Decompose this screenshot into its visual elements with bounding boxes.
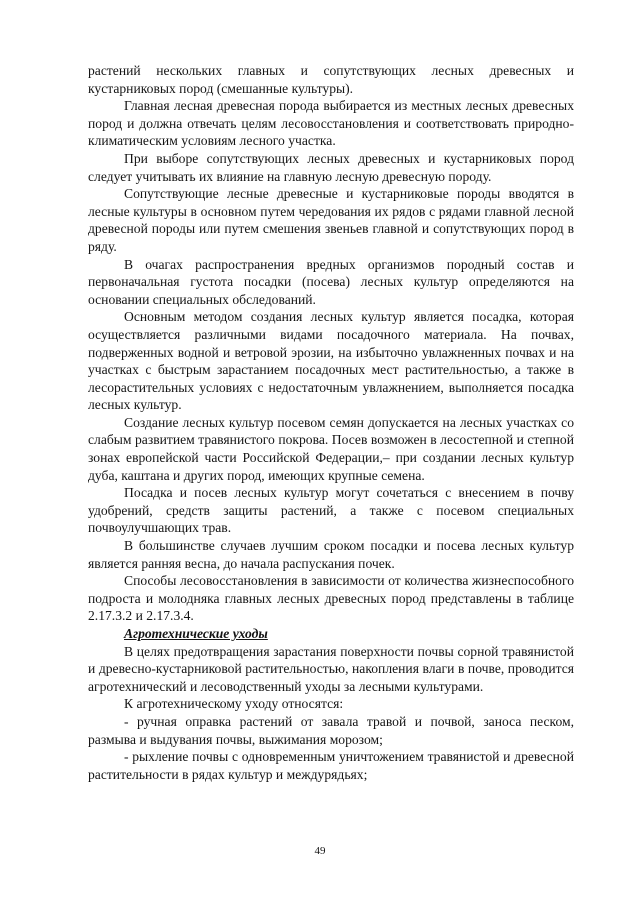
paragraph: В очагах распространения вредных организмов породный состав и первоначальная густота посадки (посева) лесных культур определяются на основании специальных обследований. <box>88 256 574 307</box>
paragraph: Посадка и посев лесных культур могут сочетаться с внесением в почву удобрений, средств защиты растений, а также с посевом специальных почвоулучшающих трав. <box>88 485 574 536</box>
paragraph: Создание лесных культур посевом семян допускается на лесных участках со слабым развитием травянистого покрова. Посев возможен в лесостепной и степной зонах европейской части Российской Федерации,– при создании лесных культур дуба, каштана и других пород, имеющих крупные семена. <box>88 414 574 483</box>
section-heading: Агротехнические уходы <box>124 626 268 641</box>
document-page <box>88 62 574 783</box>
paragraph: Сопутствующие лесные древесные и кустарниковые породы вводятся в лесные культуры в основном путем чередования их рядов с рядами главной лесной древесной породы или путем смешения звеньев главной и сопутствующих пород в ряду. <box>88 186 574 254</box>
paragraph: В целях предотвращения зарастания поверхности почвы сорной травянистой и древесно-кустарниковой растительностью, накопления влаги в почве, проводится агротехнический и лесоводственный уходы за лесными культурами. <box>88 643 574 694</box>
paragraph: Способы лесовосстановления в зависимости от количества жизнеспособного подроста и молодняка главных лесных древесных пород представлены в таблице 2.17.3.2 и 2.17.3.4. <box>88 573 574 624</box>
continuation-paragraph: растений нескольких главных и сопутствующих лесных древесных и кустарниковых пород (смешанные культуры). <box>88 63 574 96</box>
paragraph: Главная лесная древесная порода выбирается из местных лесных древесных пород и должна отвечать целям лесовосстановления и соответствовать природно-климатическим условиям лесного участка. <box>88 98 574 149</box>
paragraph: К агротехническому уходу относятся: <box>124 696 344 712</box>
page-number: 49 <box>314 845 326 857</box>
paragraph: В большинстве случаев лучшим сроком посадки и посева лесных культур является ранняя весна, до начала распускания почек. <box>88 538 574 571</box>
paragraph: Основным методом создания лесных культур является посадка, которая осуществляется различными видами посадочного материала. На почвах, подверженных водной и ветровой эрозии, на избыточно увлажненных почвах и на участках с быстрым зарастанием посадочных мест растительностью, а также в лесорастительных условиях с недостаточным увлажнением, выполняется посадка лесных культур. <box>88 309 574 413</box>
list-item: - ручная оправка растений от завала травой и почвой, заноса песком, размыва и выдувания почвы, выжимания морозом; <box>88 713 574 747</box>
list-item: - рыхление почвы с одновременным уничтожением травянистой и древесной растительности в рядах культур и междурядьях; <box>88 749 574 782</box>
paragraph: При выборе сопутствующих лесных древесных и кустарниковых пород следует учитывать их влияние на главную лесную древесную породу. <box>88 150 574 184</box>
